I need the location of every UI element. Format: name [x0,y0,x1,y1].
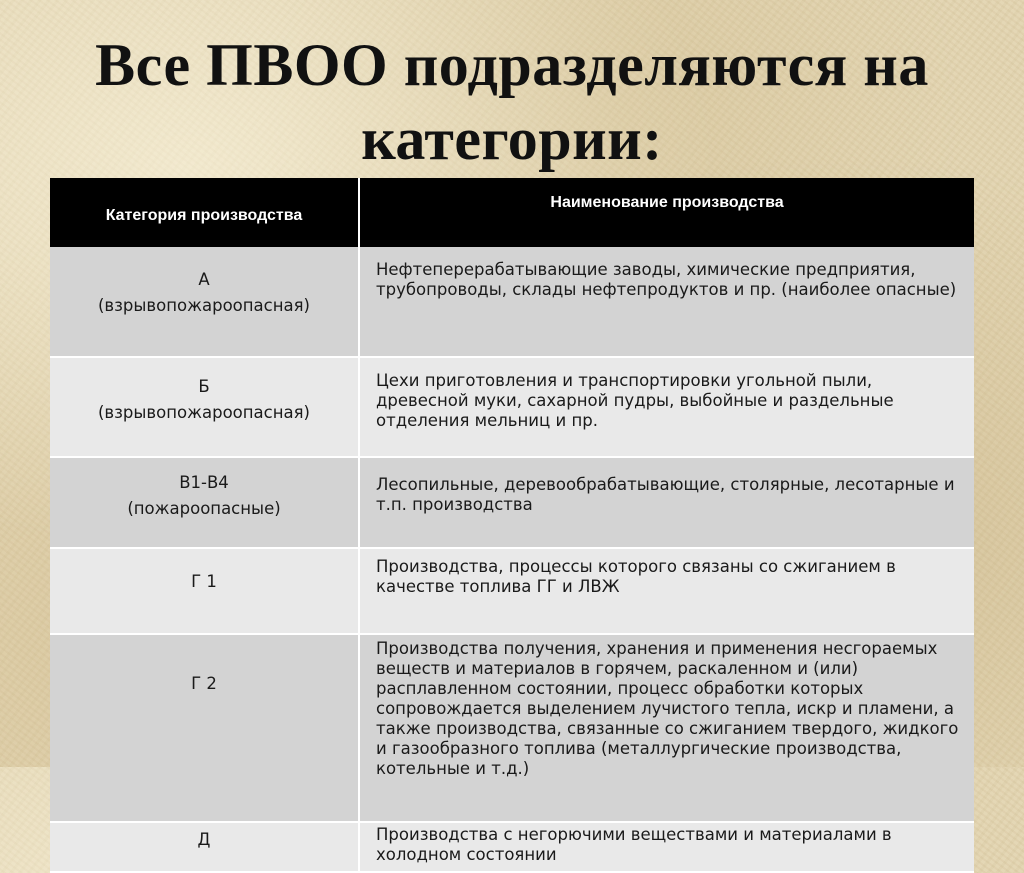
description-cell: Производства, процессы которого связаны со сжиганием в качестве топлива ГГ и ЛВЖ [359,548,974,634]
category-cell [50,457,359,548]
category-kind: (пожароопасные) [127,499,281,518]
description-cell: Лесопильные, деревообрабатывающие, столярные, лесотарные и т.п. производства [359,457,974,548]
category-code: Г 1 [191,572,217,591]
category-kind: (взрывопожароопасная) [97,403,310,422]
category-code: Г 2 [191,674,217,693]
category-cell [50,822,359,872]
category-code: В1-В4 [179,473,229,492]
description-cell: Производства получения, хранения и применения несгораемых веществ и материалов в горячем, раскаленном и (или) расплавленном состоянии, процесс обработки которых сопровождается выделением лучистого тепла, искр и пламени, а также производства, связанные со сжиганием твердого, жидкого и газообразного топлива (металлургические производства, котельные и т.д.) [359,634,974,822]
category-cell [50,357,359,457]
table-row [50,548,974,634]
category-code: Д [197,830,211,849]
table-row [50,634,974,822]
description-cell: Производства с негорючими веществами и материалами в холодном состоянии [359,822,974,872]
category-code: А [198,270,210,289]
table-row [50,822,974,872]
categories-table [50,178,974,873]
category-cell [50,548,359,634]
header-category: Категория производства [50,178,359,247]
table-row [50,247,974,357]
header-production-name: Наименование производства [359,178,974,247]
slide-title [40,28,984,176]
category-cell [50,247,359,357]
table-row [50,357,974,457]
category-kind: (взрывопожароопасная) [97,296,310,315]
category-code: Б [198,377,210,396]
description-cell: Цехи приготовления и транспортировки угольной пыли, древесной муки, сахарной пудры, выбойные и раздельные отделения мельниц и пр. [359,357,974,457]
title-line-1: Все ПВОО подразделяются на [95,32,929,98]
description-cell: Нефтеперерабатывающие заводы, химические предприятия, трубопроводы, склады нефтепродуктов и пр. (наиболее опасные) [359,247,974,357]
table-header-row [50,178,974,247]
categories-table-container [50,178,974,873]
table-row [50,457,974,548]
title-line-2: категории: [361,106,663,172]
category-cell [50,634,359,822]
